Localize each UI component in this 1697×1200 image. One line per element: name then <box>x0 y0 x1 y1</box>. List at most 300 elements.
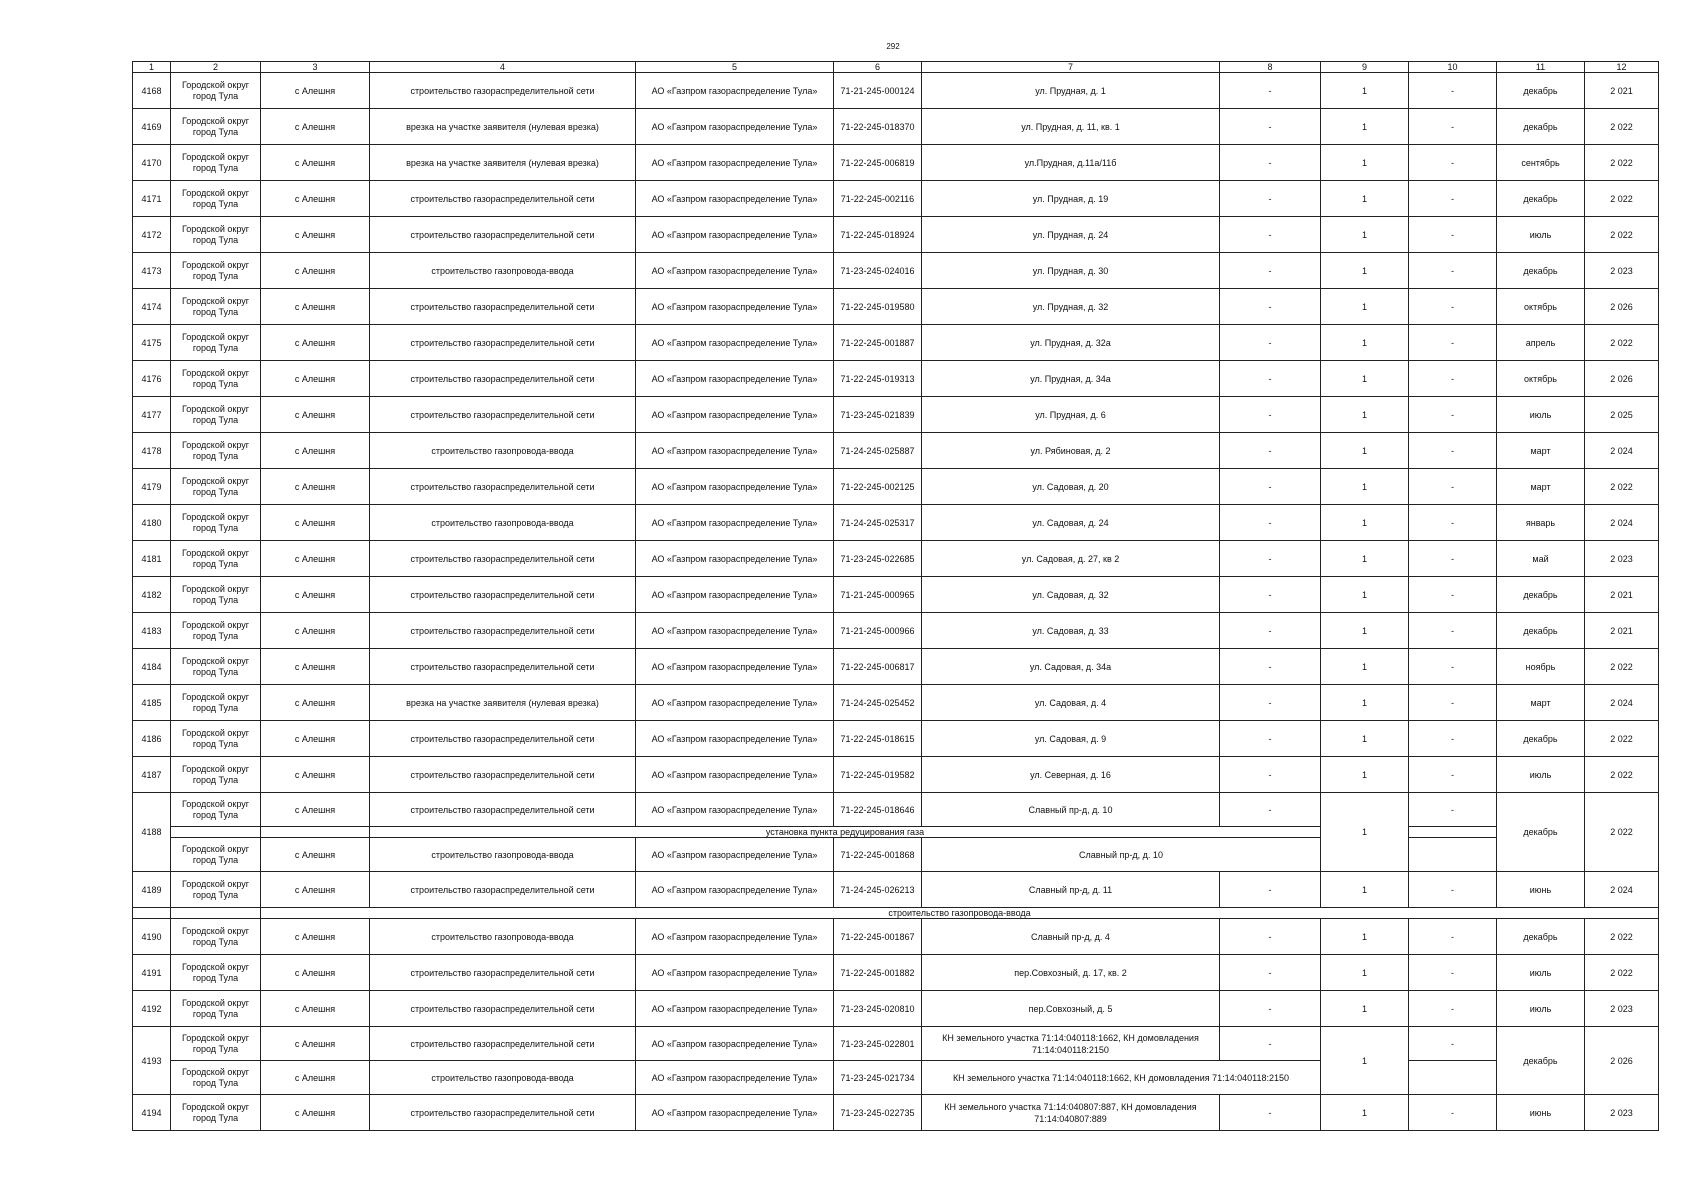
work-type-cell: строительство газораспределительной сети <box>370 361 636 397</box>
table-row <box>133 73 1659 109</box>
column-8-cell: - <box>1220 505 1321 541</box>
table-row <box>133 145 1659 181</box>
month-cell: декабрь <box>1497 73 1585 109</box>
municipality-cell: Городской округ город Тула <box>171 577 261 613</box>
address-cell: ул. Рябиновая, д. 2 <box>922 433 1220 469</box>
column-10-cell: - <box>1409 289 1497 325</box>
application-code-cell: 71-23-245-020810 <box>834 991 922 1027</box>
column-10-cell: - <box>1409 1095 1497 1131</box>
table-row <box>133 397 1659 433</box>
column-10-cell: - <box>1409 872 1497 908</box>
column-number-row <box>133 62 1659 73</box>
year-cell: 2 022 <box>1585 955 1659 991</box>
column-9-cell: 1 <box>1321 289 1409 325</box>
address-cell: ул. Садовая, д. 32 <box>922 577 1220 613</box>
address-cell: КН земельного участка 71:14:040807:887, КН домовладения 71:14:040807:889 <box>922 1095 1220 1131</box>
column-8-cell: - <box>1220 73 1321 109</box>
address-cell: ул.Прудная, д.11а/11б <box>922 145 1220 181</box>
table-row <box>133 217 1659 253</box>
work-type-cell: строительство газопровода-ввода <box>370 838 636 872</box>
organization-cell: АО «Газпром газораспределение Тула» <box>636 838 834 872</box>
column-header: 5 <box>636 62 834 73</box>
year-cell: 2 026 <box>1585 361 1659 397</box>
address-cell: Славный пр-д, д. 11 <box>922 872 1220 908</box>
address-cell: ул. Садовая, д. 20 <box>922 469 1220 505</box>
work-type-cell: строительство газораспределительной сети <box>370 955 636 991</box>
application-code-cell: 71-23-245-021734 <box>834 1061 922 1095</box>
municipality-cell: Городской округ город Тула <box>171 685 261 721</box>
table-row <box>133 361 1659 397</box>
year-cell: 2 024 <box>1585 505 1659 541</box>
organization-cell: АО «Газпром газораспределение Тула» <box>636 469 834 505</box>
column-10-cell: - <box>1409 613 1497 649</box>
year-cell: 2 023 <box>1585 253 1659 289</box>
column-header: 6 <box>834 62 922 73</box>
table-row <box>133 757 1659 793</box>
column-8-cell: - <box>1220 1027 1321 1061</box>
row-number: 4176 <box>133 361 171 397</box>
column-10-cell: - <box>1409 217 1497 253</box>
month-cell: декабрь <box>1497 919 1585 955</box>
municipality-cell: Городской округ город Тула <box>171 253 261 289</box>
column-9-cell: 1 <box>1321 685 1409 721</box>
application-code-cell: 71-24-245-025452 <box>834 685 922 721</box>
month-cell: декабрь <box>1497 613 1585 649</box>
row-number: 4186 <box>133 721 171 757</box>
column-9-cell: 1 <box>1321 649 1409 685</box>
year-cell: 2 024 <box>1585 433 1659 469</box>
address-cell: ул. Прудная, д. 32а <box>922 325 1220 361</box>
year-cell: 2 022 <box>1585 145 1659 181</box>
year-cell: 2 021 <box>1585 577 1659 613</box>
column-10-cell: - <box>1409 1027 1497 1061</box>
locality-cell: с Алешня <box>261 145 370 181</box>
column-10-cell: - <box>1409 955 1497 991</box>
row-number: 4180 <box>133 505 171 541</box>
empty-cell <box>171 827 261 838</box>
month-cell: март <box>1497 685 1585 721</box>
application-code-cell: 71-21-245-000966 <box>834 613 922 649</box>
column-10-cell: - <box>1409 649 1497 685</box>
column-header: 10 <box>1409 62 1497 73</box>
address-cell: ул. Прудная, д. 32 <box>922 289 1220 325</box>
column-10-cell: - <box>1409 361 1497 397</box>
municipality-cell: Городской округ город Тула <box>171 541 261 577</box>
column-10-cell: - <box>1409 505 1497 541</box>
column-8-cell: - <box>1220 217 1321 253</box>
organization-cell: АО «Газпром газораспределение Тула» <box>636 217 834 253</box>
work-type-cell: строительство газораспределительной сети <box>370 469 636 505</box>
empty-cell <box>133 908 171 919</box>
work-type-cell: врезка на участке заявителя (нулевая врезка) <box>370 109 636 145</box>
column-header: 8 <box>1220 62 1321 73</box>
column-10-cell: - <box>1409 325 1497 361</box>
column-8-cell: - <box>1220 955 1321 991</box>
locality-cell: с Алешня <box>261 1027 370 1061</box>
municipality-cell: Городской округ город Тула <box>171 73 261 109</box>
work-type-cell: строительство газораспределительной сети <box>370 73 636 109</box>
month-cell: июль <box>1497 757 1585 793</box>
row-number: 4192 <box>133 991 171 1027</box>
month-cell: июль <box>1497 991 1585 1027</box>
application-code-cell: 71-24-245-026213 <box>834 872 922 908</box>
column-header: 12 <box>1585 62 1659 73</box>
column-10-cell: - <box>1409 73 1497 109</box>
column-9-cell: 1 <box>1321 919 1409 955</box>
column-header: 4 <box>370 62 636 73</box>
year-cell: 2 022 <box>1585 919 1659 955</box>
table-row <box>133 1061 1659 1095</box>
column-8-cell: - <box>1220 577 1321 613</box>
row-number: 4169 <box>133 109 171 145</box>
column-10-cell: - <box>1409 541 1497 577</box>
work-type-cell: строительство газопровода-ввода <box>370 505 636 541</box>
month-cell: декабрь <box>1497 793 1585 872</box>
locality-cell: с Алешня <box>261 253 370 289</box>
organization-cell: АО «Газпром газораспределение Тула» <box>636 289 834 325</box>
work-type-cell: строительство газораспределительной сети <box>370 872 636 908</box>
month-cell: июнь <box>1497 872 1585 908</box>
municipality-cell: Городской округ город Тула <box>171 838 261 872</box>
row-number: 4188 <box>133 793 171 872</box>
table-row <box>133 505 1659 541</box>
year-cell: 2 026 <box>1585 1027 1659 1095</box>
row-number: 4194 <box>133 1095 171 1131</box>
row-number: 4182 <box>133 577 171 613</box>
row-number: 4181 <box>133 541 171 577</box>
column-8-cell: - <box>1220 433 1321 469</box>
table-row <box>133 685 1659 721</box>
application-code-cell: 71-22-245-001882 <box>834 955 922 991</box>
column-10-cell: - <box>1409 991 1497 1027</box>
column-9-cell: 1 <box>1321 955 1409 991</box>
locality-cell: с Алешня <box>261 73 370 109</box>
column-8-cell: - <box>1220 872 1321 908</box>
year-cell: 2 022 <box>1585 469 1659 505</box>
month-cell: декабрь <box>1497 721 1585 757</box>
work-type-cell: строительство газораспределительной сети <box>370 1027 636 1061</box>
column-10-cell: - <box>1409 577 1497 613</box>
work-type-cell: строительство газопровода-ввода <box>370 253 636 289</box>
municipality-cell: Городской округ город Тула <box>171 613 261 649</box>
row-number: 4174 <box>133 289 171 325</box>
municipality-cell: Городской округ город Тула <box>171 649 261 685</box>
table-row <box>133 289 1659 325</box>
application-code-cell: 71-23-245-022685 <box>834 541 922 577</box>
column-9-cell: 1 <box>1321 505 1409 541</box>
column-8-cell: - <box>1220 145 1321 181</box>
locality-cell: с Алешня <box>261 577 370 613</box>
table-row <box>133 955 1659 991</box>
organization-cell: АО «Газпром газораспределение Тула» <box>636 361 834 397</box>
table-row <box>133 1095 1659 1131</box>
municipality-cell: Городской округ город Тула <box>171 469 261 505</box>
column-8-cell: - <box>1220 109 1321 145</box>
application-code-cell: 71-22-245-006819 <box>834 145 922 181</box>
month-cell: октябрь <box>1497 361 1585 397</box>
row-number: 4191 <box>133 955 171 991</box>
organization-cell: АО «Газпром газораспределение Тула» <box>636 1061 834 1095</box>
address-cell: Славный пр-д, д. 10 <box>922 838 1321 872</box>
table-row <box>133 109 1659 145</box>
empty-cell <box>171 908 261 919</box>
organization-cell: АО «Газпром газораспределение Тула» <box>636 181 834 217</box>
year-cell: 2 024 <box>1585 872 1659 908</box>
work-type-cell: строительство газораспределительной сети <box>370 541 636 577</box>
month-cell: сентябрь <box>1497 145 1585 181</box>
column-8-cell: - <box>1220 721 1321 757</box>
address-cell: ул. Прудная, д. 30 <box>922 253 1220 289</box>
year-cell: 2 022 <box>1585 325 1659 361</box>
month-cell: май <box>1497 541 1585 577</box>
row-number: 4168 <box>133 73 171 109</box>
locality-cell: с Алешня <box>261 649 370 685</box>
municipality-cell: Городской округ город Тула <box>171 955 261 991</box>
locality-cell: с Алешня <box>261 919 370 955</box>
locality-cell: с Алешня <box>261 469 370 505</box>
month-cell: январь <box>1497 505 1585 541</box>
municipality-cell: Городской округ город Тула <box>171 217 261 253</box>
column-9-cell: 1 <box>1321 253 1409 289</box>
organization-cell: АО «Газпром газораспределение Тула» <box>636 505 834 541</box>
year-cell: 2 022 <box>1585 649 1659 685</box>
municipality-cell: Городской округ город Тула <box>171 793 261 827</box>
application-code-cell: 71-22-245-019580 <box>834 289 922 325</box>
organization-cell: АО «Газпром газораспределение Тула» <box>636 919 834 955</box>
month-cell: март <box>1497 469 1585 505</box>
column-header: 9 <box>1321 62 1409 73</box>
municipality-cell: Городской округ город Тула <box>171 289 261 325</box>
organization-cell: АО «Газпром газораспределение Тула» <box>636 577 834 613</box>
locality-cell: с Алешня <box>261 613 370 649</box>
row-number: 4172 <box>133 217 171 253</box>
column-9-cell: 1 <box>1321 325 1409 361</box>
address-cell: ул. Садовая, д. 4 <box>922 685 1220 721</box>
application-code-cell: 71-22-245-002116 <box>834 181 922 217</box>
year-cell: 2 024 <box>1585 685 1659 721</box>
municipality-cell: Городской округ город Тула <box>171 1095 261 1131</box>
column-9-cell: 1 <box>1321 181 1409 217</box>
column-9-cell: 1 <box>1321 721 1409 757</box>
address-cell: ул. Садовая, д. 9 <box>922 721 1220 757</box>
work-type-cell: строительство газораспределительной сети <box>370 325 636 361</box>
row-number: 4170 <box>133 145 171 181</box>
municipality-cell: Городской округ город Тула <box>171 757 261 793</box>
column-10-cell: - <box>1409 919 1497 955</box>
municipality-cell: Городской округ город Тула <box>171 325 261 361</box>
organization-cell: АО «Газпром газораспределение Тула» <box>636 253 834 289</box>
locality-cell: с Алешня <box>261 217 370 253</box>
address-cell: пер.Совхозный, д. 17, кв. 2 <box>922 955 1220 991</box>
work-type-cell: строительство газопровода-ввода <box>370 919 636 955</box>
column-8-cell: - <box>1220 469 1321 505</box>
address-cell: ул. Прудная, д. 1 <box>922 73 1220 109</box>
municipality-cell: Городской округ город Тула <box>171 361 261 397</box>
organization-cell: АО «Газпром газораспределение Тула» <box>636 433 834 469</box>
column-9-cell: 1 <box>1321 541 1409 577</box>
year-cell: 2 022 <box>1585 721 1659 757</box>
column-8-cell: - <box>1220 361 1321 397</box>
column-8-cell: - <box>1220 613 1321 649</box>
column-8-cell: - <box>1220 181 1321 217</box>
locality-cell: с Алешня <box>261 109 370 145</box>
column-header: 11 <box>1497 62 1585 73</box>
column-9-cell: 1 <box>1321 145 1409 181</box>
table-row <box>133 872 1659 908</box>
column-header: 3 <box>261 62 370 73</box>
address-cell: ул. Садовая, д. 34а <box>922 649 1220 685</box>
application-code-cell: 71-22-245-001868 <box>834 838 922 872</box>
empty-cell <box>261 827 370 838</box>
column-header: 2 <box>171 62 261 73</box>
month-cell: июнь <box>1497 1095 1585 1131</box>
column-header: 1 <box>133 62 171 73</box>
address-cell: ул. Прудная, д. 19 <box>922 181 1220 217</box>
year-cell: 2 022 <box>1585 181 1659 217</box>
address-cell: Славный пр-д, д. 10 <box>922 793 1220 827</box>
column-9-cell: 1 <box>1321 433 1409 469</box>
application-code-cell: 71-24-245-025317 <box>834 505 922 541</box>
column-9-cell: 1 <box>1321 757 1409 793</box>
application-code-cell: 71-23-245-022735 <box>834 1095 922 1131</box>
table-row <box>133 577 1659 613</box>
municipality-cell: Городской округ город Тула <box>171 397 261 433</box>
municipality-cell: Городской округ город Тула <box>171 991 261 1027</box>
locality-cell: с Алешня <box>261 1095 370 1131</box>
column-8-cell: - <box>1220 397 1321 433</box>
municipality-cell: Городской округ город Тула <box>171 872 261 908</box>
application-code-cell: 71-23-245-024016 <box>834 253 922 289</box>
work-type-cell: строительство газораспределительной сети <box>370 757 636 793</box>
year-cell: 2 022 <box>1585 217 1659 253</box>
column-9-cell: 1 <box>1321 1027 1409 1095</box>
locality-cell: с Алешня <box>261 872 370 908</box>
column-header: 7 <box>922 62 1220 73</box>
table-row <box>133 541 1659 577</box>
column-8-cell: - <box>1220 541 1321 577</box>
organization-cell: АО «Газпром газораспределение Тула» <box>636 685 834 721</box>
locality-cell: с Алешня <box>261 838 370 872</box>
municipality-cell: Городской округ город Тула <box>171 181 261 217</box>
organization-cell: АО «Газпром газораспределение Тула» <box>636 721 834 757</box>
empty-cell <box>1409 827 1497 838</box>
locality-cell: с Алешня <box>261 721 370 757</box>
month-cell: декабрь <box>1497 577 1585 613</box>
column-9-cell: 1 <box>1321 73 1409 109</box>
municipality-cell: Городской округ город Тула <box>171 109 261 145</box>
work-type-cell: строительство газораспределительной сети <box>370 217 636 253</box>
locality-cell: с Алешня <box>261 397 370 433</box>
locality-cell: с Алешня <box>261 991 370 1027</box>
organization-cell: АО «Газпром газораспределение Тула» <box>636 872 834 908</box>
page-number: 292 <box>886 42 900 51</box>
merged-note-cell: строительство газопровода-ввода <box>261 908 1659 919</box>
application-code-cell: 71-22-245-019313 <box>834 361 922 397</box>
work-type-cell: врезка на участке заявителя (нулевая врезка) <box>370 685 636 721</box>
table-row <box>133 613 1659 649</box>
month-cell: декабрь <box>1497 1027 1585 1095</box>
empty-cell <box>1409 838 1497 872</box>
address-cell: ул. Прудная, д. 11, кв. 1 <box>922 109 1220 145</box>
table-row <box>133 325 1659 361</box>
row-number: 4177 <box>133 397 171 433</box>
year-cell: 2 021 <box>1585 613 1659 649</box>
row-number: 4184 <box>133 649 171 685</box>
locality-cell: с Алешня <box>261 181 370 217</box>
column-8-cell: - <box>1220 919 1321 955</box>
locality-cell: с Алешня <box>261 325 370 361</box>
locality-cell: с Алешня <box>261 685 370 721</box>
locality-cell: с Алешня <box>261 757 370 793</box>
organization-cell: АО «Газпром газораспределение Тула» <box>636 325 834 361</box>
empty-cell <box>1409 1061 1497 1095</box>
row-number: 4171 <box>133 181 171 217</box>
column-9-cell: 1 <box>1321 397 1409 433</box>
month-cell: июль <box>1497 217 1585 253</box>
year-cell: 2 023 <box>1585 541 1659 577</box>
locality-cell: с Алешня <box>261 505 370 541</box>
work-type-cell: строительство газораспределительной сети <box>370 991 636 1027</box>
column-10-cell: - <box>1409 469 1497 505</box>
work-type-cell: строительство газораспределительной сети <box>370 1095 636 1131</box>
column-8-cell: - <box>1220 289 1321 325</box>
organization-cell: АО «Газпром газораспределение Тула» <box>636 757 834 793</box>
column-10-cell: - <box>1409 721 1497 757</box>
municipality-cell: Городской округ город Тула <box>171 145 261 181</box>
municipality-cell: Городской округ город Тула <box>171 919 261 955</box>
organization-cell: АО «Газпром газораспределение Тула» <box>636 955 834 991</box>
work-type-cell: строительство газораспределительной сети <box>370 721 636 757</box>
organization-cell: АО «Газпром газораспределение Тула» <box>636 397 834 433</box>
table-row <box>133 649 1659 685</box>
table-row <box>133 181 1659 217</box>
column-8-cell: - <box>1220 325 1321 361</box>
table-row <box>133 908 1659 919</box>
application-code-cell: 71-23-245-022801 <box>834 1027 922 1061</box>
row-number: 4183 <box>133 613 171 649</box>
organization-cell: АО «Газпром газораспределение Тула» <box>636 793 834 827</box>
table-row <box>133 1027 1659 1061</box>
column-10-cell: - <box>1409 793 1497 827</box>
month-cell: июль <box>1497 955 1585 991</box>
year-cell: 2 021 <box>1585 73 1659 109</box>
municipality-cell: Городской округ город Тула <box>171 1027 261 1061</box>
month-cell: декабрь <box>1497 253 1585 289</box>
column-10-cell: - <box>1409 109 1497 145</box>
work-type-cell: строительство газораспределительной сети <box>370 181 636 217</box>
address-cell: Славный пр-д, д. 4 <box>922 919 1220 955</box>
address-cell: КН земельного участка 71:14:040118:1662, КН домовладения 71:14:040118:2150 <box>922 1061 1321 1095</box>
organization-cell: АО «Газпром газораспределение Тула» <box>636 649 834 685</box>
column-9-cell: 1 <box>1321 872 1409 908</box>
organization-cell: АО «Газпром газораспределение Тула» <box>636 541 834 577</box>
work-type-cell: строительство газопровода-ввода <box>370 1061 636 1095</box>
row-number: 4187 <box>133 757 171 793</box>
organization-cell: АО «Газпром газораспределение Тула» <box>636 1095 834 1131</box>
merged-note-cell: установка пункта редуцирования газа <box>370 827 1321 838</box>
work-type-cell: строительство газораспределительной сети <box>370 613 636 649</box>
month-cell: март <box>1497 433 1585 469</box>
application-code-cell: 71-22-245-018615 <box>834 721 922 757</box>
locality-cell: с Алешня <box>261 1061 370 1095</box>
month-cell: июль <box>1497 397 1585 433</box>
column-9-cell: 1 <box>1321 991 1409 1027</box>
row-number: 4179 <box>133 469 171 505</box>
year-cell: 2 022 <box>1585 793 1659 872</box>
work-type-cell: строительство газораспределительной сети <box>370 397 636 433</box>
table-row <box>133 469 1659 505</box>
column-9-cell: 1 <box>1321 577 1409 613</box>
